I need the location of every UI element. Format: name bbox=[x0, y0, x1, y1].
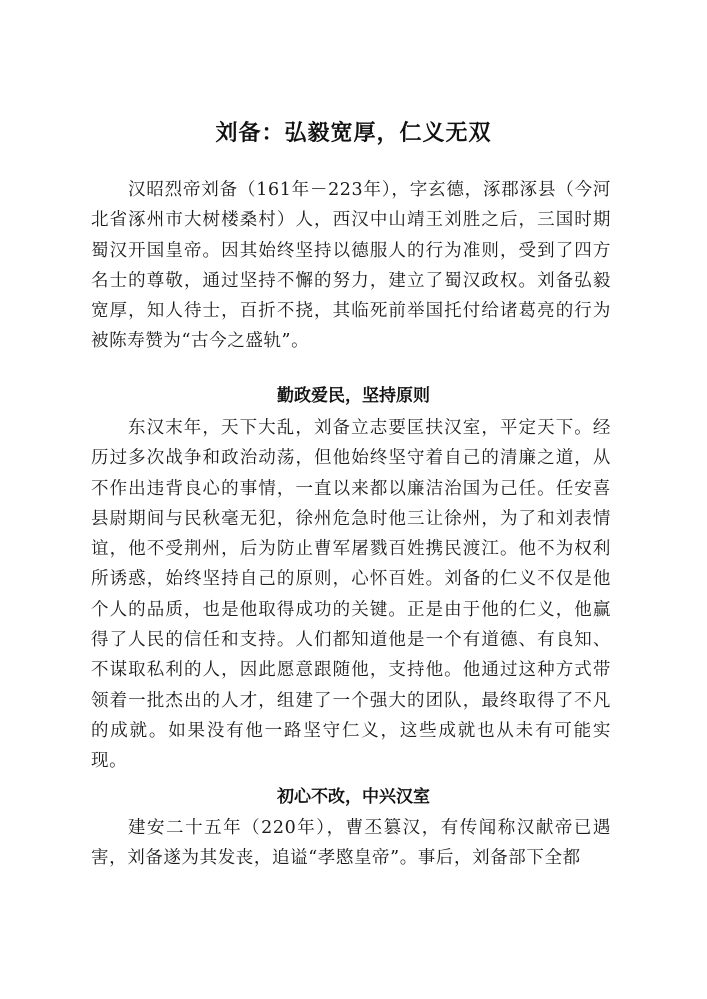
section-heading-1: 勤政爱民，坚持原则 bbox=[277, 386, 430, 406]
section-paragraph-1: 东汉末年，天下大乱，刘备立志要匡扶汉室，平定天下。经历过多次战争和政治动荡，但他始终坚守着自己的清廉之道，从不作出违背良心的事情，一直以来都以廉洁治国为己任。任安喜县尉期间与民秋毫无犯，徐州危急时他三让徐州，为了和刘表情谊，他不受荆州，后为防止曹军屠戮百姓携民渡江。他不为权利所诱惑，始终坚持自己的原则，心怀百姓。刘备的仁义不仅是他个人的品质，也是他取得成功的关键。正是由于他的仁义，他赢得了人民的信任和支持。人们都知道他是一个有道德、有良知、不谋取私利的人，因此愿意跟随他，支持他。他通过这种方式带领着一批杰出的人才，组建了一个强大的团队，最终取得了不凡的成就。如果没有他一路坚守仁义，这些成就也从未有可能实现。 bbox=[91, 418, 611, 772]
page-title: 刘备：弘毅宽厚，仁义无双 bbox=[215, 120, 492, 146]
section-heading-2: 初心不改，中兴汉室 bbox=[277, 787, 430, 807]
intro-paragraph: 汉昭烈帝刘备（161年－223年），字玄德，涿郡涿县（今河北省涿州市大树楼桑村）人，西汉中山靖王刘胜之后，三国时期蜀汉开国皇帝。因其始终坚持以德服人的行为准则，受到了四方名士的尊敬，通过坚持不懈的努力，建立了蜀汉政权。刘备弘毅宽厚，知人待士，百折不挠，其临死前举国托付给诸葛亮的行为被陈寿赞为“古今之盛轨”。 bbox=[91, 180, 611, 352]
section-paragraph-2: 建安二十五年（220年），曹丕篡汉，有传闻称汉献帝已遇害，刘备遂为其发丧，追谥“孝愍皇帝”。事后，刘备部下全都 bbox=[91, 818, 611, 869]
